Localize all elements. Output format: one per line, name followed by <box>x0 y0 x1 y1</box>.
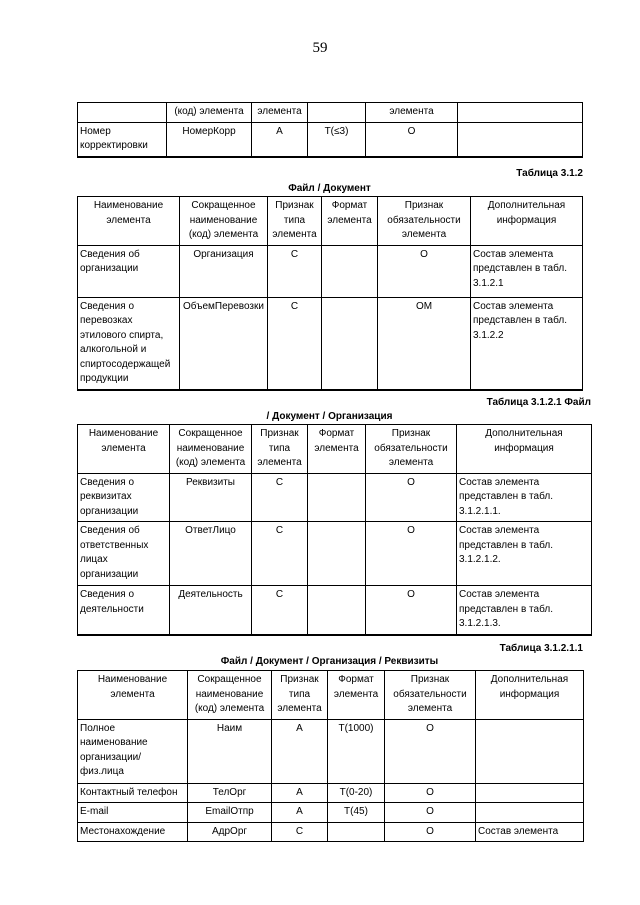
column-header: Сокращенное наименование (код) элемента <box>170 425 252 474</box>
table-cell <box>308 103 366 123</box>
table-cell: элемента <box>366 103 458 123</box>
table-cell <box>308 586 366 635</box>
table-row <box>78 586 592 635</box>
table-cell: ОМ <box>378 297 471 390</box>
table-cell: Состав элемента представлен в табл. 3.1.2.1.2. <box>457 522 592 586</box>
table-header-row <box>78 425 592 474</box>
column-header: Признак типа элемента <box>252 425 308 474</box>
table-cell: T(0-20) <box>328 783 385 803</box>
table-cell: А <box>272 803 328 823</box>
table-cell <box>458 122 583 157</box>
table-cell: С <box>252 586 308 635</box>
table-cell: Контактный телефон <box>78 783 188 803</box>
column-header: Признак обязательности элемента <box>385 671 476 720</box>
table-cell: С <box>268 297 322 390</box>
table-cell: Сведения о реквизитах организации <box>78 473 170 522</box>
table-cell: Состав элемента представлен в табл. 3.1.2.2 <box>471 297 583 390</box>
table-cell: О <box>385 719 476 783</box>
table-cell: А <box>252 122 308 157</box>
table-cell: элемента <box>252 103 308 123</box>
table-cell: О <box>366 586 457 635</box>
column-header: Признак обязательности элемента <box>366 425 457 474</box>
column-header: Дополнительная информация <box>476 671 584 720</box>
table-cell <box>476 803 584 823</box>
table-cell: Состав элемента представлен в табл. 3.1.2.1.3. <box>457 586 592 635</box>
table-caption: Таблица 3.1.2.1 Файл <box>486 397 591 408</box>
table-cell <box>476 783 584 803</box>
table-row <box>78 822 584 842</box>
column-header: Формат элемента <box>328 671 385 720</box>
table-title: Файл / Документ <box>288 183 371 194</box>
table-cell <box>458 103 583 123</box>
column-header: Наименование элемента <box>78 197 180 246</box>
table-row <box>78 522 592 586</box>
table-cell: ОбъемПеревозки <box>180 297 268 390</box>
table-row <box>78 122 583 157</box>
table-header-row <box>78 197 583 246</box>
table-cell: НомерКорр <box>167 122 252 157</box>
table-cell: T(45) <box>328 803 385 823</box>
table-cell: Наим <box>188 719 272 783</box>
table-cell: Состав элемента представлен в табл. 3.1.2.1 <box>471 245 583 297</box>
table-cell: Сведения о деятельности <box>78 586 170 635</box>
table-cell <box>78 103 167 123</box>
column-header: Сокращенное наименование (код) элемента <box>188 671 272 720</box>
data-table <box>77 670 584 842</box>
table-cell <box>476 719 584 783</box>
table-cell: (код) элемента <box>167 103 252 123</box>
data-table <box>77 424 592 636</box>
table-row <box>78 103 583 123</box>
table-caption: Таблица 3.1.2 <box>516 168 583 179</box>
table-cell: О <box>385 783 476 803</box>
table-cell <box>322 297 378 390</box>
column-header: Наименование элемента <box>78 425 170 474</box>
column-header: Признак типа элемента <box>268 197 322 246</box>
table-row <box>78 783 584 803</box>
table-cell: EmailОтпр <box>188 803 272 823</box>
table-cell: ТелОрг <box>188 783 272 803</box>
column-header: Признак типа элемента <box>272 671 328 720</box>
table-cell: О <box>366 122 458 157</box>
table-cell: О <box>366 473 457 522</box>
table-cell: С <box>252 473 308 522</box>
table-cell: С <box>272 822 328 842</box>
table-title: / Документ / Организация <box>266 411 393 422</box>
table-cell: Сведения об организации <box>78 245 180 297</box>
table-cell: Сведения об ответственных лицах организации <box>78 522 170 586</box>
data-table <box>77 196 583 391</box>
table-header-row <box>78 671 584 720</box>
table-cell: А <box>272 783 328 803</box>
table-cell: О <box>385 822 476 842</box>
table-caption: Таблица 3.1.2.1.1 <box>499 643 583 654</box>
continuation-table <box>77 102 583 158</box>
table-cell: О <box>366 522 457 586</box>
table-cell: С <box>252 522 308 586</box>
table-title: Файл / Документ / Организация / Реквизиты <box>220 656 439 667</box>
column-header: Дополнительная информация <box>457 425 592 474</box>
table-cell: Сведения о перевозках этилового спирта, алкогольной и спиртосодержащей продукции <box>78 297 180 390</box>
table-cell <box>308 522 366 586</box>
table-cell: Деятельность <box>170 586 252 635</box>
column-header: Формат элемента <box>322 197 378 246</box>
column-header: Сокращенное наименование (код) элемента <box>180 197 268 246</box>
column-header: Формат элемента <box>308 425 366 474</box>
table-row <box>78 473 592 522</box>
table-cell: T(≤3) <box>308 122 366 157</box>
table-cell: А <box>272 719 328 783</box>
table-cell: Местонахождение <box>78 822 188 842</box>
table-cell: Реквизиты <box>170 473 252 522</box>
table-row <box>78 297 583 390</box>
table-row <box>78 245 583 297</box>
table-cell: Полное наименование организации/ физ.лица <box>78 719 188 783</box>
table-row <box>78 803 584 823</box>
table-cell: Состав элемента представлен в табл. 3.1.2.1.1. <box>457 473 592 522</box>
table-cell: Состав элемента <box>476 822 584 842</box>
column-header: Наименование элемента <box>78 671 188 720</box>
table-cell <box>328 822 385 842</box>
table-cell: О <box>385 803 476 823</box>
column-header: Дополнительная информация <box>471 197 583 246</box>
table-cell: АдрОрг <box>188 822 272 842</box>
column-header: Признак обязательности элемента <box>378 197 471 246</box>
table-cell: Номер корректировки <box>78 122 167 157</box>
table-cell: О <box>378 245 471 297</box>
table-cell: T(1000) <box>328 719 385 783</box>
table-cell: E-mail <box>78 803 188 823</box>
table-row <box>78 719 584 783</box>
page-number: 59 <box>312 40 328 56</box>
table-cell: С <box>268 245 322 297</box>
table-cell <box>308 473 366 522</box>
table-cell <box>322 245 378 297</box>
table-cell: Организация <box>180 245 268 297</box>
table-cell: ОтветЛицо <box>170 522 252 586</box>
